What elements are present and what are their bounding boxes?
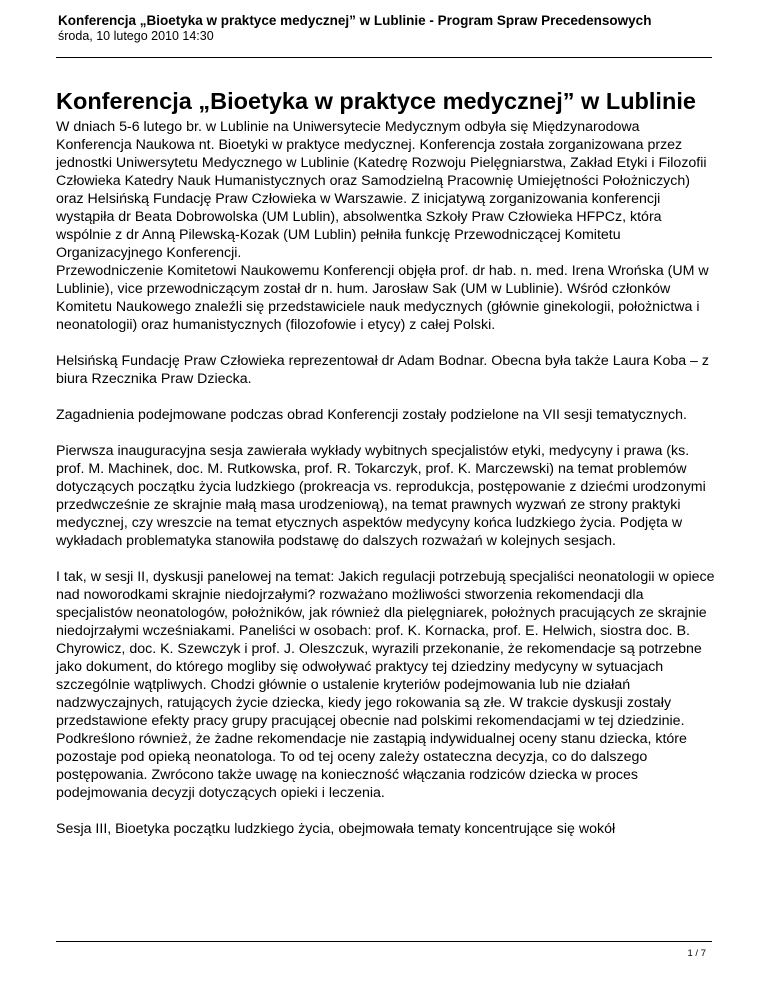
- header-date: środa, 10 lutego 2010 14:30: [58, 29, 214, 43]
- page-number: 1 / 7: [687, 948, 706, 959]
- header-divider: [56, 57, 712, 58]
- paragraph-hfpc: Helsińską Fundację Praw Człowieka reprezentował dr Adam Bodnar. Obecna była także Laura Koba – z biura Rzecznika Praw Dziecka.: [56, 353, 709, 387]
- paragraph-intro: W dniach 5-6 lutego br. w Lublinie na Uniwersytecie Medycznym odbyła się Międzynarodowa Konferencja Naukowa nt. Bioetyki w praktyce medycznej. Konferencja została zorganizowana przez jednostki Uniwersytetu Medycznego w Lublinie (Katedrę Rozwoju Pielęgniarstwa, Zakład Etyki i Filozofii Człowieka Katedry Nauk Humanistycznych oraz Samodzielną Pracownię Umiejętności Położniczych) oraz Helsińską Fundację Praw Człowieka w Warszawie. Z inicjatywą zorganizowania konferencji wystąpiła dr Beata Dobrowolska (UM Lublin), absolwentka Szkoły Praw Człowieka HFPCz, która wspólnie z dr Anną Pilewską-Kozak (UM Lublin) pełniła funkcję Przewodniczącej Komitetu Organizacyjnego Konferencji.: [56, 119, 707, 261]
- article-body: [56, 118, 716, 838]
- footer-divider: [56, 941, 712, 942]
- header-title: Konferencja „Bioetyka w praktyce medycznej” w Lublinie - Program Spraw Precedensowych: [58, 13, 652, 28]
- paragraph-committee: Przewodniczenie Komitetowi Naukowemu Konferencji objęła prof. dr hab. n. med. Irena Wrońska (UM w Lublinie), vice przewodniczącym został dr n. hum. Jarosław Sak (UM w Lublinie). Wśród członków Komitetu Naukowego znaleźli się przedstawiciele nauk medycznych (głównie ginekologii, położnictwa i neonatologii) oraz humanistycznych (filozofowie i etycy) z całej Polski.: [56, 263, 709, 333]
- paragraph-sessions: Zagadnienia podejmowane podczas obrad Konferencji zostały podzielone na VII sesji tematycznych.: [56, 407, 687, 423]
- paragraph-session-2: I tak, w sesji II, dyskusji panelowej na temat: Jakich regulacji potrzebują specjaliści neonatologii w opiece nad noworodkami skrajnie niedojrzałymi? rozważano możliwości stworzenia rekomendacji dla specjalistów neonatologów, położników, jak również dla pielęgniarek, położnych pracujących ze skrajnie niedojrzałymi wcześniakami. Paneliści w osobach: prof. K. Kornacka, prof. E. Helwich, siostra doc. B. Chyrowicz, doc. K. Szewczyk i prof. J. Oleszczuk, wyrazili przekonanie, że rekomendacje są potrzebne jako dokument, do którego mogliby się odwoływać praktycy tej dziedziny medycyny w sytuacjach szczególnie wątpliwych. Chodzi głównie o ustalenie kryteriów podejmowania lub nie działań nadzwyczajnych, ratujących życie dziecka, kiedy jego rokowania są złe. W trakcie dyskusji zostały przedstawione efekty pracy grupy pracującej obecnie nad polskimi rekomendacjami w tej dziedzinie. Podkreślono również, że żadne rekomendacje nie zastąpią indywidualnej oceny stanu dziecka, które pozostaje pod opieką neonatologa. To od tej oceny zależy ostateczna decyzja, co do dalszego postępowania. Zwrócono także uwagę na konieczność włączania rodziców dziecka w proces podejmowania decyzji dotyczących opieki i leczenia.: [56, 569, 715, 801]
- page-header: [58, 12, 718, 44]
- paragraph-session-3: Sesja III, Bioetyka początku ludzkiego życia, obejmowała tematy koncentrujące się wokół: [56, 821, 616, 837]
- paragraph-session-1: Pierwsza inauguracyjna sesja zawierała wykłady wybitnych specjalistów etyki, medycyny i prawa (ks. prof. M. Machinek, doc. M. Rutkowska, prof. R. Tokarczyk, prof. K. Marczewski) na temat problemów dotyczących początku życia ludzkiego (prokreacja vs. reprodukcja, postępowanie z dziećmi urodzonymi przedwcześnie ze skrajnie małą masa urodzeniową), na temat prawnych wyzwań ze strony praktyki medycznej, czy wreszcie na temat etycznych aspektów medycyny końca ludzkiego życia. Podjęta w wykładach problematyka stanowiła podstawę do dalszych rozważań w kolejnych sesjach.: [56, 443, 706, 549]
- article-title: Konferencja „Bioetyka w praktyce medycznej” w Lublinie: [56, 88, 696, 114]
